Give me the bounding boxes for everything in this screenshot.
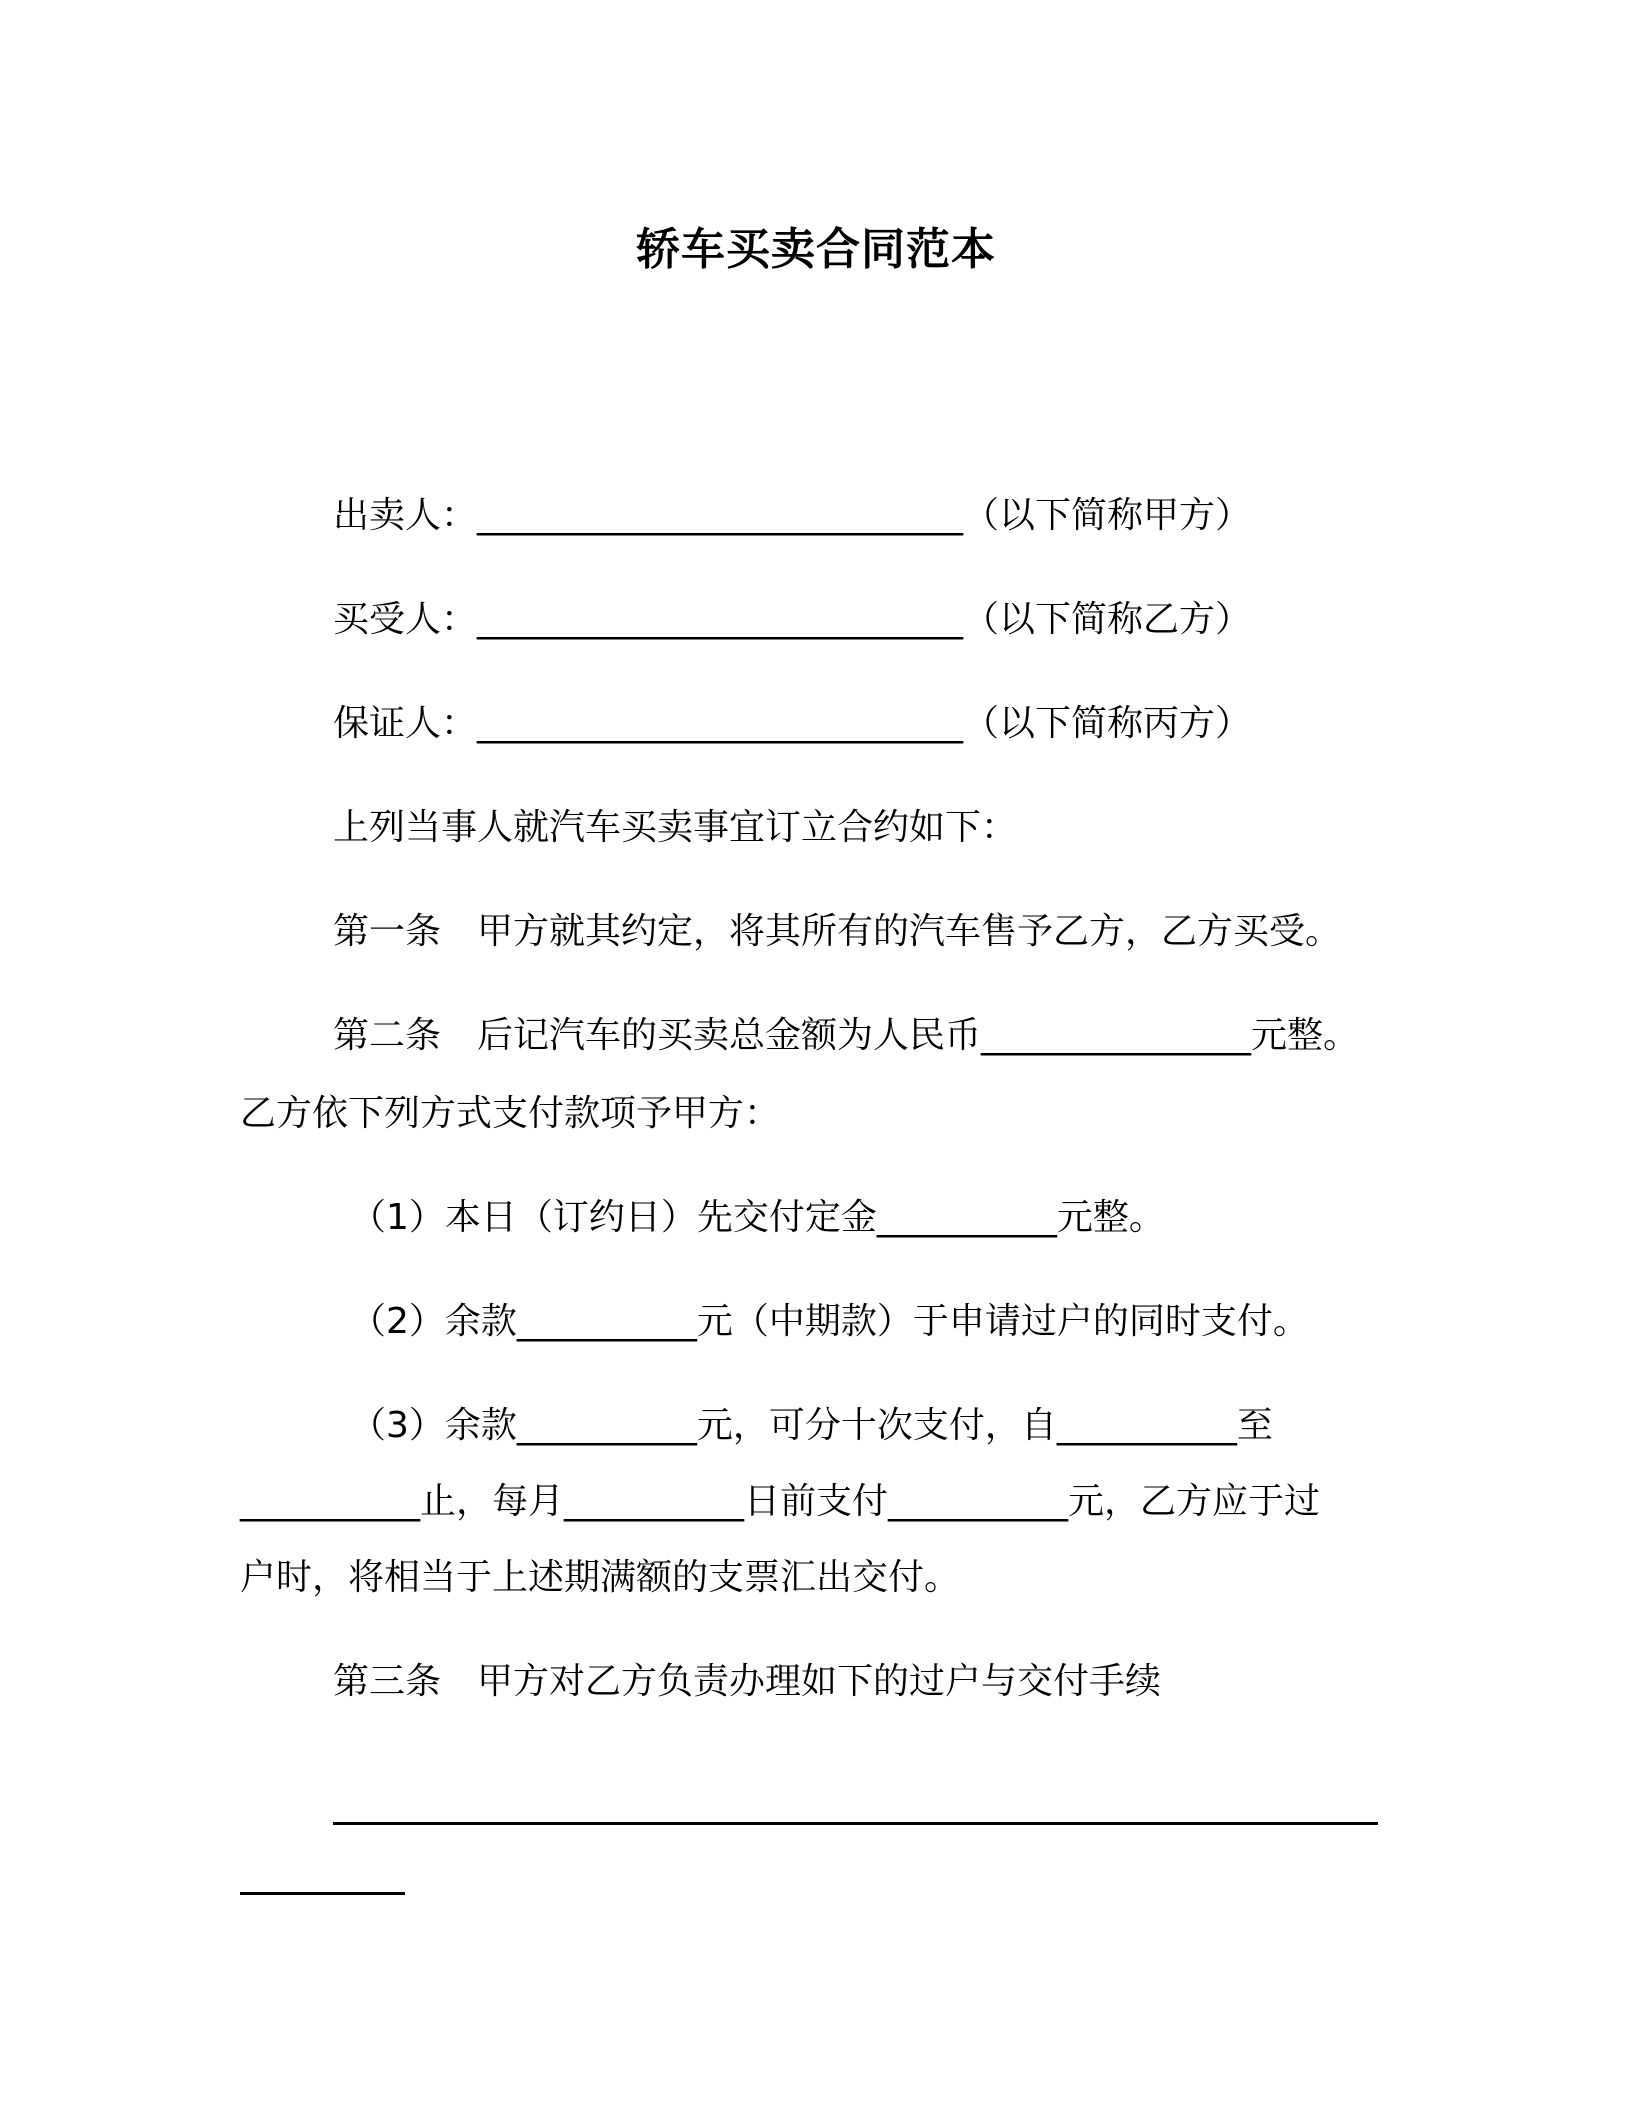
article-2-line-2: 乙方依下列方式支付款项予甲方：	[240, 1093, 781, 1134]
blank-fill-line-continued	[240, 1892, 405, 1895]
article-1: 第一条 甲方就其约定，将其所有的汽车售予乙方，乙方买受。	[333, 911, 1342, 952]
seller-line: 出卖人：___________________________（以下简称甲方）	[333, 495, 1252, 536]
article-2-item-2: （2）余款__________元（中期款）于申请过户的同时支付。	[350, 1301, 1309, 1342]
guarantor-line: 保证人：___________________________（以下简称丙方）	[333, 703, 1252, 744]
buyer-line: 买受人：___________________________（以下简称乙方）	[333, 599, 1252, 640]
article-2-line-1: 第二条 后记汽车的买卖总金额为人民币_______________元整。	[333, 1015, 1360, 1056]
article-2-item-3-line-3: 户时，将相当于上述期满额的支票汇出交付。	[240, 1557, 961, 1598]
article-2-item-3-line-1: （3）余款__________元，可分十次支付，自__________至	[350, 1405, 1273, 1446]
intro-paragraph: 上列当事人就汽车买卖事宜订立合约如下：	[333, 807, 1018, 848]
page-title: 轿车买卖合同范本	[636, 224, 996, 275]
article-2-item-1: （1）本日（订约日）先交付定金__________元整。	[350, 1197, 1165, 1238]
article-2-item-3-line-2: __________止，每月__________日前支付__________元，乙方应于过	[240, 1481, 1321, 1522]
article-3: 第三条 甲方对乙方负责办理如下的过户与交付手续	[333, 1661, 1162, 1702]
blank-fill-line	[333, 1822, 1378, 1825]
